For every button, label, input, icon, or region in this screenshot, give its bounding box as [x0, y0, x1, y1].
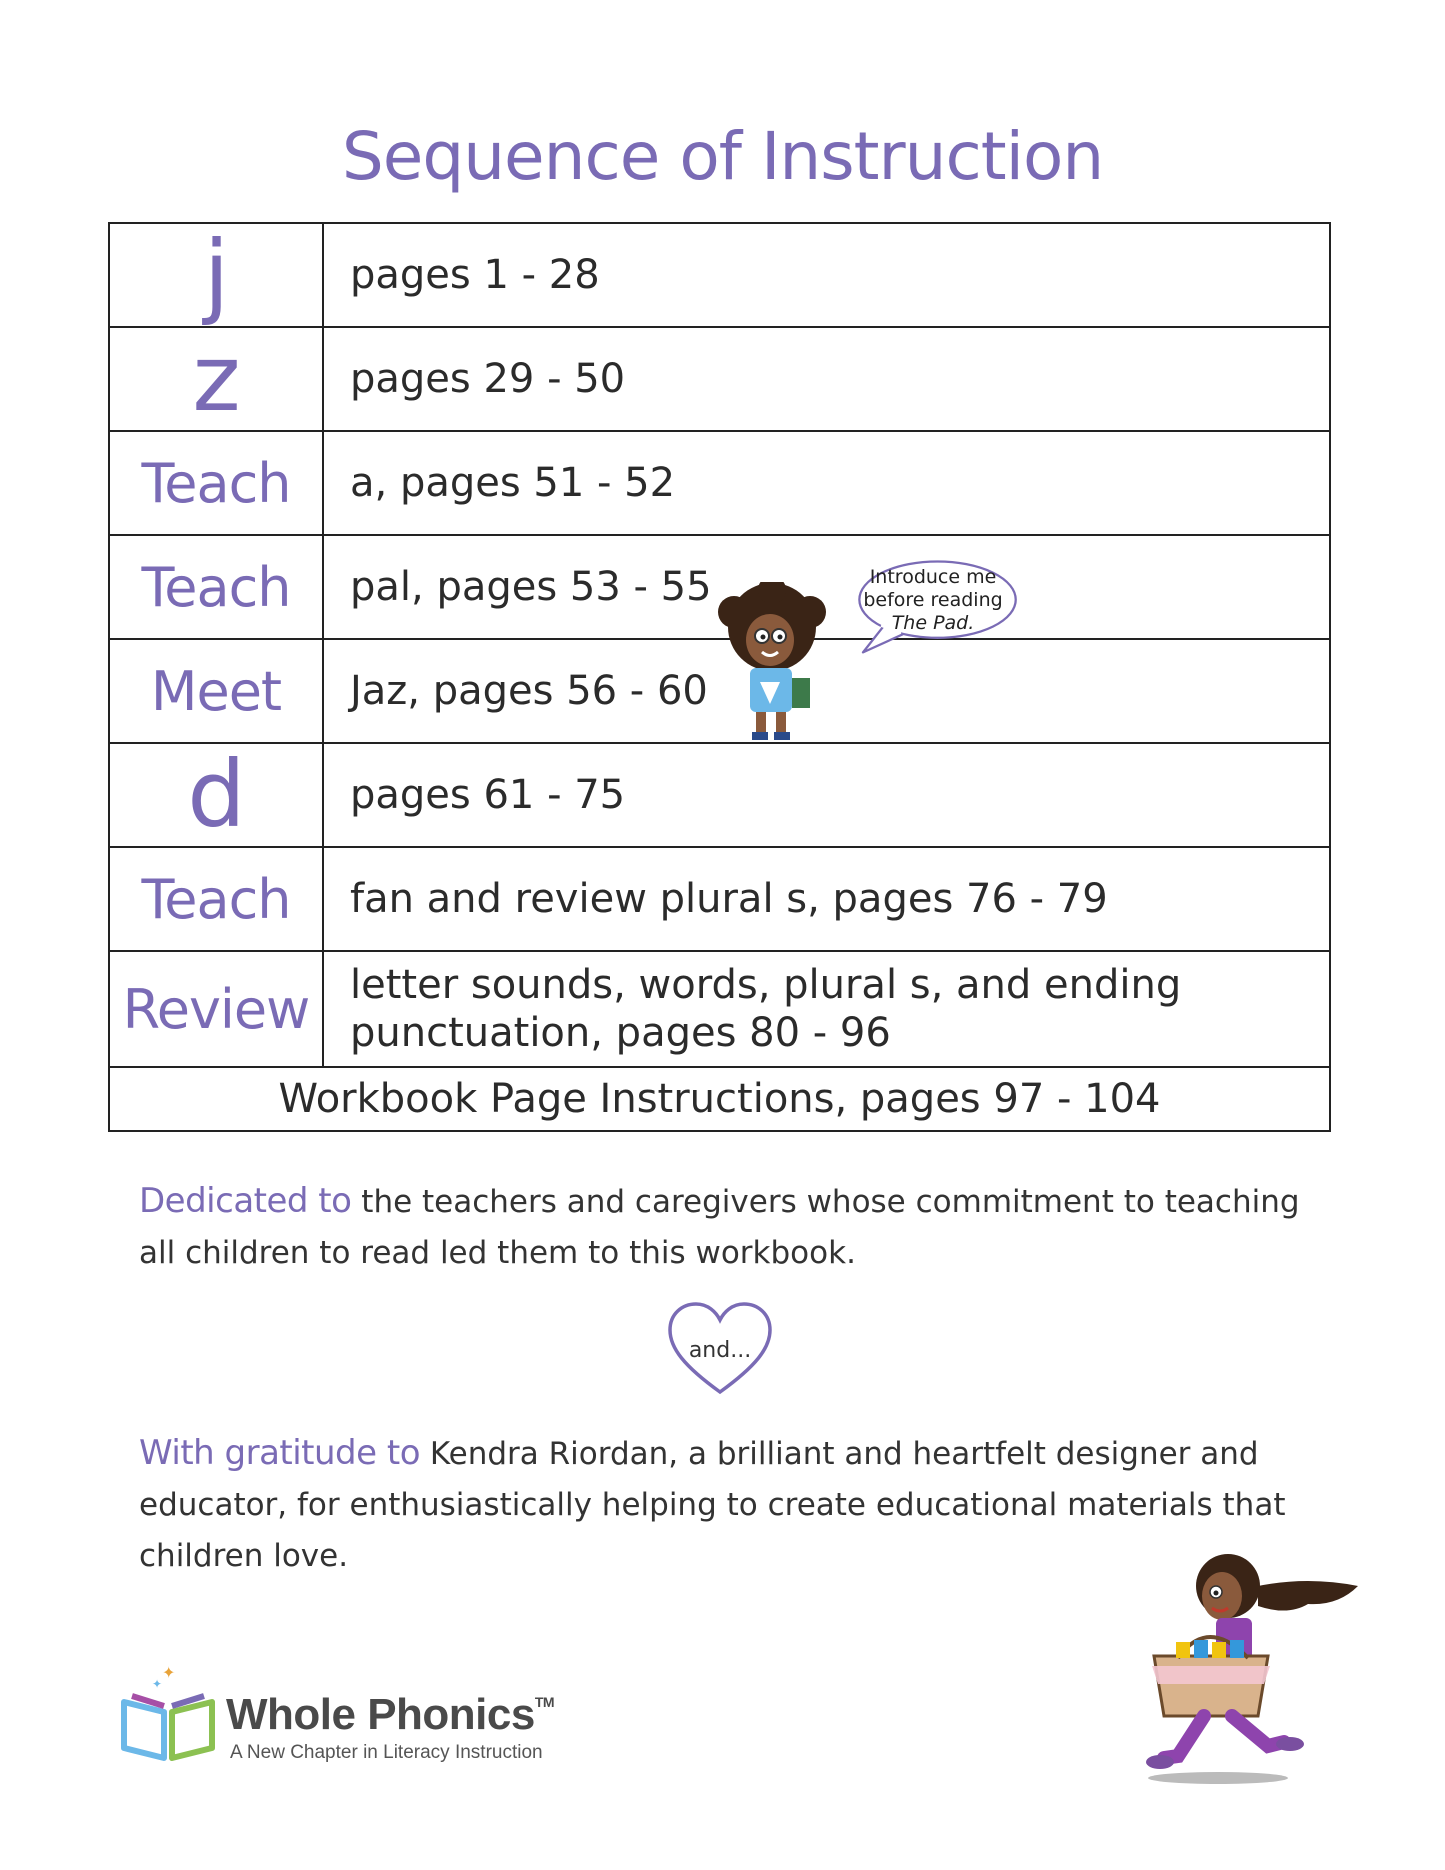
row-description: pages 29 - 50 [323, 327, 1330, 431]
speech-bubble-line: Introduce me [869, 566, 997, 588]
table-row [109, 847, 1330, 951]
girl-character-illustration [1108, 1546, 1368, 1786]
svg-text:✦: ✦ [162, 1663, 176, 1682]
trademark-mark: TM [534, 1694, 555, 1710]
speech-bubble-book-title: The Pad. [891, 612, 975, 634]
table-row [109, 327, 1330, 431]
row-description: pal, pages 53 - 55 [323, 535, 1330, 639]
footer-row-text: Workbook Page Instructions, pages 97 - 104 [109, 1067, 1330, 1131]
dedication-paragraph [139, 1176, 1339, 1279]
row-description: a, pages 51 - 52 [323, 431, 1330, 535]
row-label: Teach [109, 847, 323, 951]
row-description-line: letter sounds, words, plural s, and ending [350, 962, 1182, 1008]
row-description [323, 951, 1330, 1067]
row-label: Teach [109, 431, 323, 535]
page-title: Sequence of Instruction [341, 118, 1104, 195]
brand-tagline: A New Chapter in Literacy Instruction [230, 1742, 543, 1763]
speech-bubble-line [838, 612, 1028, 635]
row-label: j [109, 223, 323, 327]
table-row [109, 743, 1330, 847]
gratitude-text: Kendra Riordan, a brilliant and heartfelt designer and educator, for enthusiastically helping to create educational materials that children love. [139, 1436, 1286, 1574]
row-label: z [109, 327, 323, 431]
row-label: Meet [109, 639, 323, 743]
table-row [109, 951, 1330, 1067]
heart-text: and... [688, 1338, 752, 1363]
speech-bubble-text [838, 566, 1028, 635]
row-label: Review [109, 951, 323, 1067]
gratitude-lead: With gratitude to [139, 1433, 420, 1473]
table-footer-row [109, 1067, 1330, 1131]
table-row [109, 431, 1330, 535]
row-description: fan and review plural s, pages 76 - 79 [323, 847, 1330, 951]
row-label: Teach [109, 535, 323, 639]
row-label: d [109, 743, 323, 847]
table-row [109, 223, 1330, 327]
row-description: pages 1 - 28 [323, 223, 1330, 327]
dedication-lead: Dedicated to [139, 1181, 352, 1221]
row-description: Jaz, pages 56 - 60 [323, 639, 1330, 743]
row-description-line: punctuation, pages 80 - 96 [350, 1010, 891, 1056]
speech-bubble-line: before reading [863, 589, 1003, 611]
dedication-text: the teachers and caregivers whose commitment to teaching all children to read led them to this workbook. [139, 1184, 1300, 1271]
brand-name-text: Whole Phonics [226, 1690, 535, 1739]
row-description: pages 61 - 75 [323, 743, 1330, 847]
open-book-logo-icon [118, 1662, 218, 1762]
brand-name [226, 1690, 554, 1740]
boy-character-illustration [712, 582, 832, 742]
svg-text:✦: ✦ [152, 1677, 163, 1691]
